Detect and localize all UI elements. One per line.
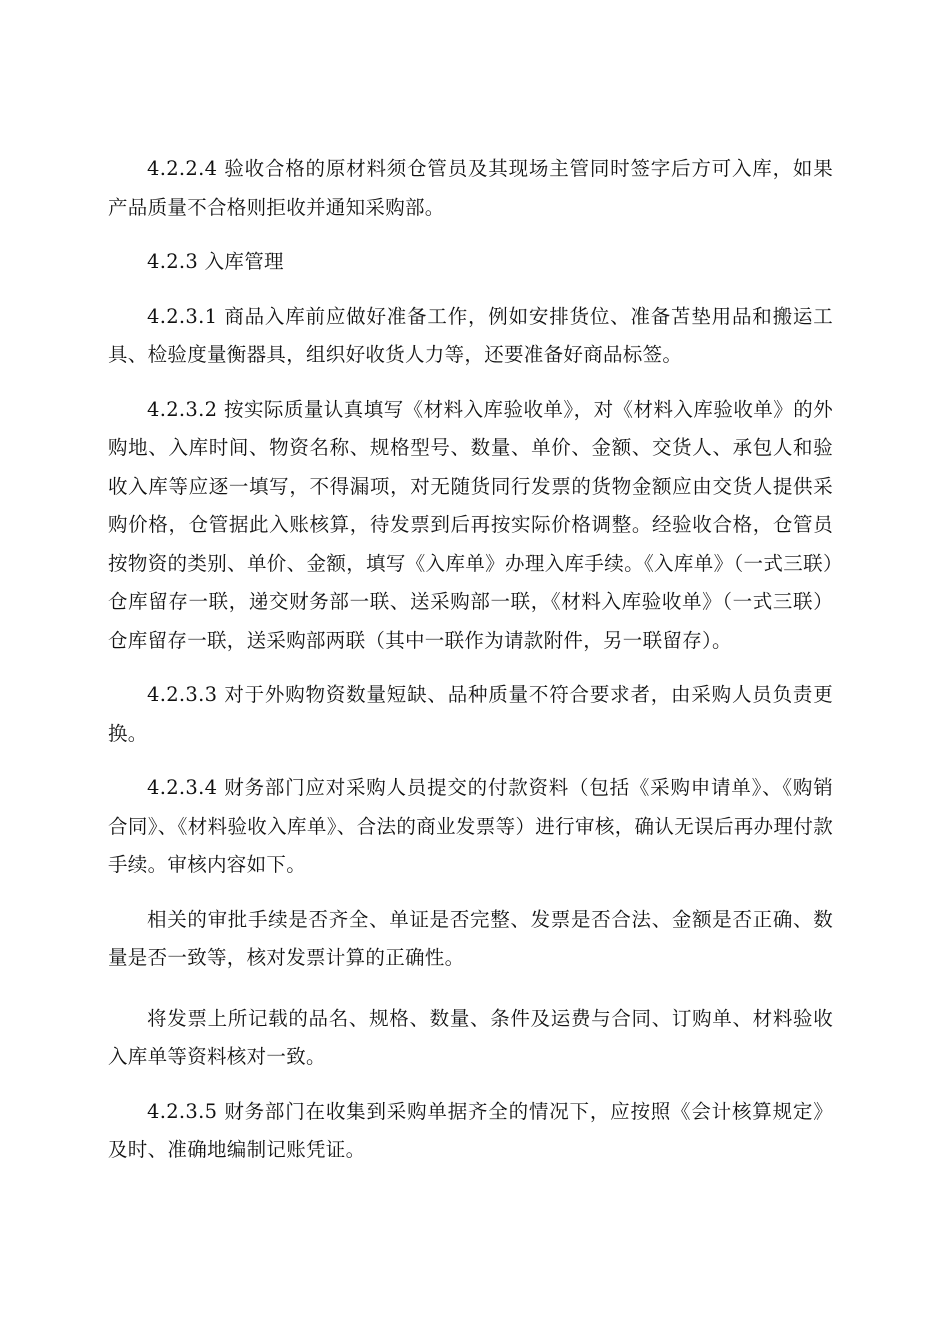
paragraph-4-2-3-4: 4.2.3.4 财务部门应对采购人员提交的付款资料（包括《采购申请单》、《购销合同》、《材料验收入库单》、合法的商业发票等）进行审核，确认无误后再办理付款手续。审核内容如下。 [108,776,833,876]
paragraph-review-approval: 相关的审批手续是否齐全、单证是否完整、发票是否合法、金额是否正确、数量是否一致等，核对发票计算的正确性。 [108,907,833,969]
paragraph-review-invoice: 将发票上所记载的品名、规格、数量、条件及运费与合同、订购单、材料验收入库单等资料核对一致。 [108,1006,833,1068]
paragraph-4-2-3-1: 4.2.3.1 商品入库前应做好准备工作，例如安排货位、准备苫垫用品和搬运工具、检验度量衡器具，组织好收货人力等，还要准备好商品标签。 [108,304,833,366]
paragraph-4-2-2-4: 4.2.2.4 验收合格的原材料须仓管员及其现场主管同时签字后方可入库，如果产品质量不合格则拒收并通知采购部。 [108,157,833,219]
paragraph-4-2-3-2: 4.2.3.2 按实际质量认真填写《材料入库验收单》，对《材料入库验收单》的外购地、入库时间、物资名称、规格型号、数量、单价、金额、交货人、承包人和验收入库等应逐一填写，不得漏项，对无随货同行发票的货物金额应由交货人提供采购价格，仓管据此入账核算，待发票到后再按实际价格调整。经验收合格，仓管员按物资的类别、单价、金额，填写《入库单》办理入库手续。《入库单》（一式三联）仓库留存一联，递交财务部一联、送采购部一联，《材料入库验收单》（一式三联）仓库留存一联，送采购部两联（其中一联作为请款附件，另一联留存）。 [108,397,833,652]
paragraph-4-2-3-5: 4.2.3.5 财务部门在收集到采购单据齐全的情况下，应按照《会计核算规定》及时、准确地编制记账凭证。 [108,1099,833,1161]
paragraph-4-2-3-3: 4.2.3.3 对于外购物资数量短缺、品种质量不符合要求者，由采购人员负责更换。 [108,683,833,745]
section-heading-4-2-3: 4.2.3 入库管理 [147,250,284,273]
document-page [108,150,833,1186]
